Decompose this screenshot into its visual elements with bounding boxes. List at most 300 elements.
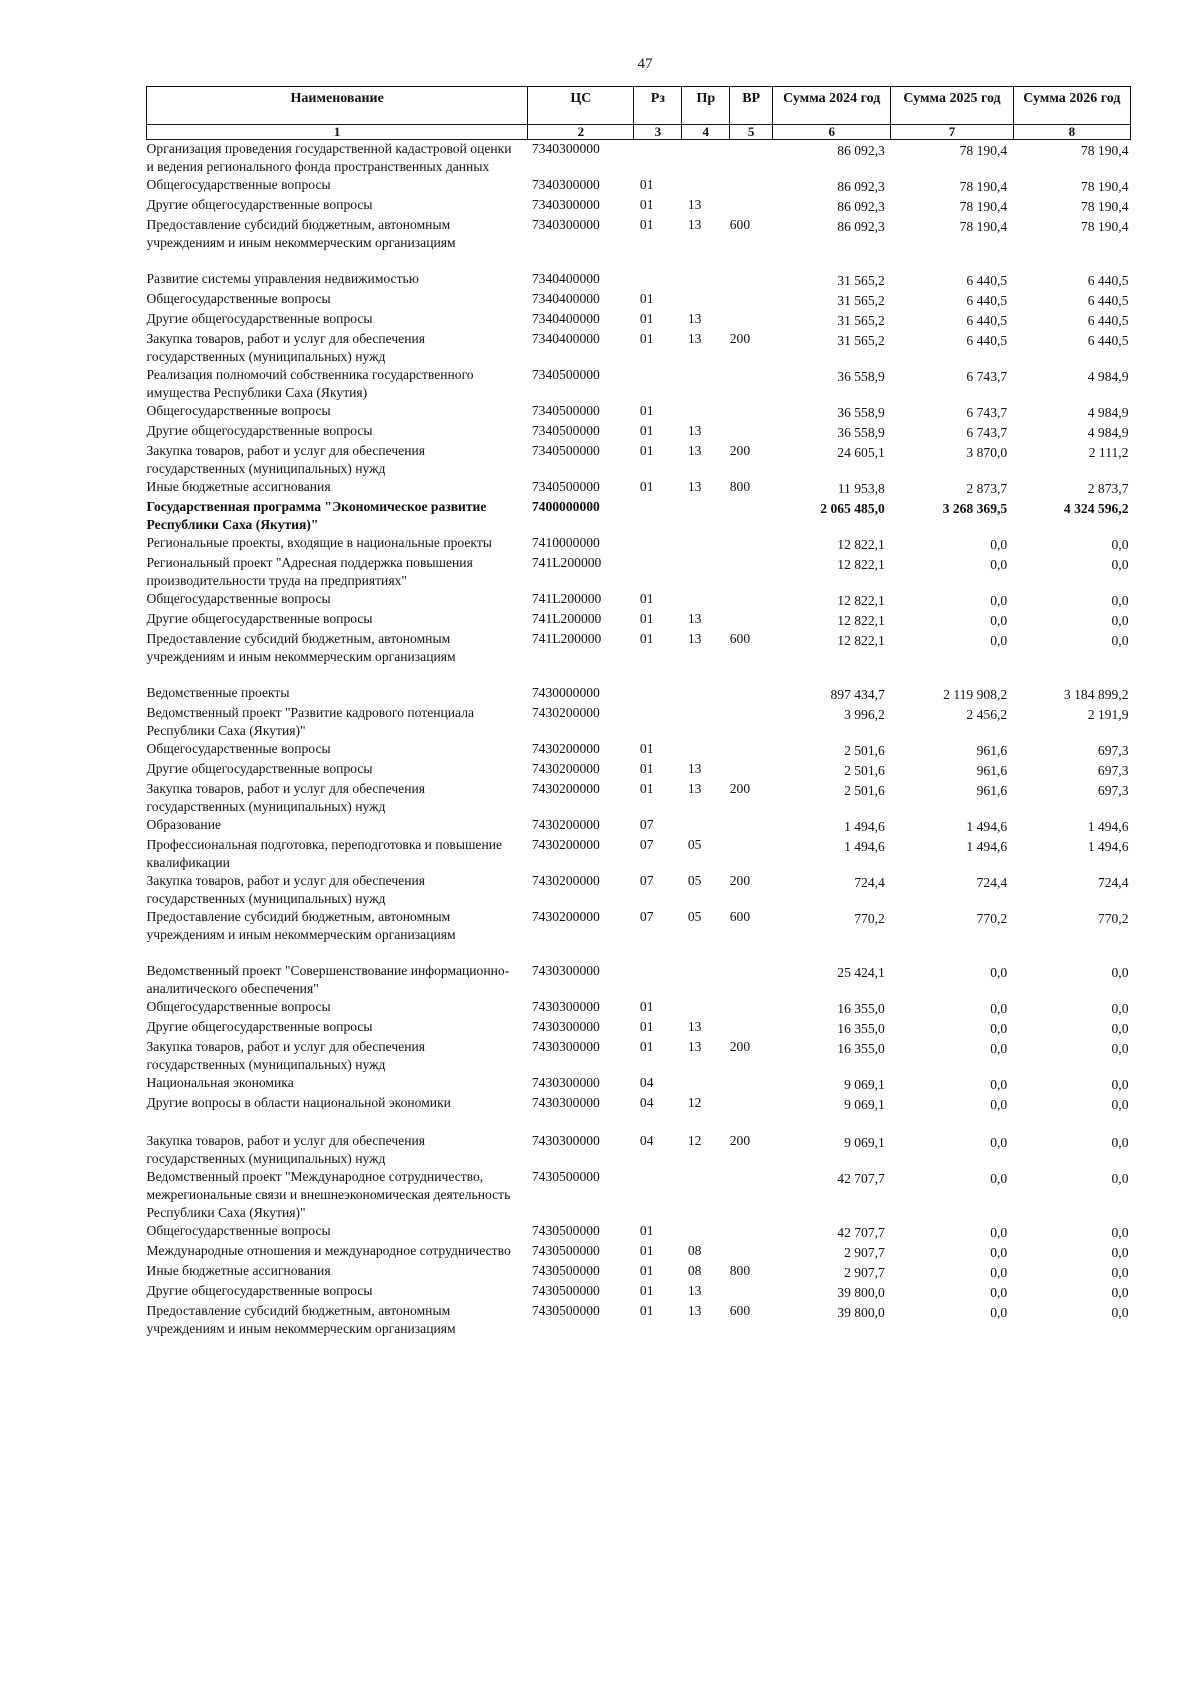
row-pr: 13 [687,197,702,212]
row-rz: 01 [639,1263,654,1278]
row-name: Другие общегосударственные вопросы [146,611,373,626]
row-name: Закупка товаров, работ и услуг для обеспечения государственных (муниципальных) нужд [146,781,425,814]
row-vr [730,816,773,836]
row-pr [682,684,730,704]
row-pr [682,534,730,554]
row-name: Другие общегосударственные вопросы [146,311,373,326]
row-cs: 741L200000 [531,555,602,570]
row-rz: 04 [639,1095,654,1110]
row-sum-2026: 4 984,9 [1087,425,1129,440]
row-name: Предоставление субсидий бюджетным, автономным учреждениям и иным некоммерческим организациям [146,631,456,664]
row-cs: 7410000000 [531,535,600,550]
row-pr: 13 [687,781,702,796]
row-cs: 7340500000 [531,443,600,458]
row-pr: 13 [687,479,702,494]
row-sum-2026: 0,0 [1111,1021,1129,1036]
row-name: Ведомственный проект "Международное сотрудничество, межрегиональные связи и внешнеэкономическая деятельность Республики Саха (Якутия)" [146,1169,511,1220]
row-vr [730,554,773,590]
row-pr: 13 [687,1283,702,1298]
row-name: Общегосударственные вопросы [146,591,331,606]
row-rz [634,962,682,998]
row-pr: 13 [687,443,702,458]
header-vr: ВР [730,87,773,125]
row-rz: 01 [639,1223,654,1238]
table-row [147,196,1131,216]
row-vr: 600 [729,631,751,646]
row-sum-2025: 0,0 [990,633,1008,648]
row-pr [682,290,730,310]
row-sum-2025: 0,0 [990,1305,1008,1320]
row-sum-2025: 3 268 369,5 [942,501,1008,516]
column-number: 7 [891,125,1013,140]
table-row [147,630,1131,684]
row-pr: 13 [687,1303,702,1318]
row-pr [682,590,730,610]
table-row [147,816,1131,836]
table-row [147,590,1131,610]
row-sum-2024: 86 092,3 [837,179,885,194]
row-sum-2024: 16 355,0 [837,1021,885,1036]
row-sum-2025: 6 440,5 [966,273,1008,288]
row-sum-2024: 1 494,6 [844,839,885,854]
column-number-row [147,125,1131,140]
row-vr [730,610,773,630]
table-row [147,1132,1131,1168]
budget-table [146,86,1131,1338]
table-row [147,1302,1131,1338]
row-sum-2025: 6 440,5 [966,313,1008,328]
row-sum-2025: 6 440,5 [966,333,1008,348]
row-cs: 7340300000 [531,141,600,156]
row-sum-2024: 86 092,3 [837,199,885,214]
row-rz: 01 [639,311,654,326]
row-name: Предоставление субсидий бюджетным, автономным учреждениям и иным некоммерческим организациям [146,909,456,942]
row-rz: 01 [639,1019,654,1034]
row-vr [730,684,773,704]
row-rz: 01 [639,443,654,458]
row-sum-2026: 6 440,5 [1087,333,1129,348]
row-vr [730,140,773,177]
row-vr: 200 [729,331,751,346]
row-sum-2024: 12 822,1 [837,537,885,552]
row-sum-2024: 12 822,1 [837,557,885,572]
row-cs: 7340300000 [531,217,600,232]
row-pr: 08 [687,1263,702,1278]
row-sum-2025: 0,0 [990,1021,1008,1036]
row-sum-2025: 0,0 [990,1245,1008,1260]
row-cs: 7430300000 [531,1075,600,1090]
row-cs: 7430200000 [531,873,600,888]
row-sum-2026: 6 440,5 [1087,273,1129,288]
row-sum-2026: 770,2 [1097,911,1129,926]
row-vr: 200 [729,1039,751,1054]
row-sum-2024: 31 565,2 [837,273,885,288]
row-name: Общегосударственные вопросы [146,403,331,418]
row-pr: 13 [687,423,702,438]
row-vr: 200 [729,873,751,888]
row-sum-2025: 0,0 [990,537,1008,552]
row-sum-2026: 1 494,6 [1087,819,1129,834]
row-sum-2025: 0,0 [990,557,1008,572]
row-cs: 7340500000 [531,479,600,494]
header-sum-2026: Сумма 2026 год [1013,87,1130,125]
row-name: Предоставление субсидий бюджетным, автономным учреждениям и иным некоммерческим организациям [146,217,456,250]
row-sum-2026: 697,3 [1097,743,1129,758]
row-name: Общегосударственные вопросы [146,741,331,756]
row-sum-2025: 6 743,7 [966,369,1008,384]
row-vr [730,740,773,760]
table-row [147,554,1131,590]
table-row [147,760,1131,780]
row-pr: 13 [687,311,702,326]
row-pr: 05 [687,873,702,888]
row-sum-2025: 0,0 [990,613,1008,628]
row-rz: 01 [639,591,654,606]
row-sum-2024: 2 501,6 [844,783,885,798]
row-rz [634,534,682,554]
row-name: Общегосударственные вопросы [146,177,331,192]
row-rz: 07 [639,817,654,832]
row-pr: 13 [687,631,702,646]
row-vr [730,836,773,872]
row-sum-2025: 770,2 [976,911,1008,926]
row-rz: 01 [639,611,654,626]
row-rz: 01 [639,1243,654,1258]
row-name: Закупка товаров, работ и услуг для обеспечения государственных (муниципальных) нужд [146,873,425,906]
table-row [147,908,1131,962]
table-row [147,610,1131,630]
row-rz [634,270,682,290]
table-row [147,402,1131,422]
row-sum-2025: 78 190,4 [959,179,1008,194]
row-name: Ведомственные проекты [146,685,290,700]
row-sum-2024: 897 434,7 [830,687,885,702]
row-rz [634,498,682,534]
row-sum-2026: 0,0 [1111,1171,1129,1186]
row-vr [730,366,773,402]
row-cs: 7340500000 [531,423,600,438]
row-sum-2024: 2 907,7 [844,1265,885,1280]
row-vr [730,176,773,196]
row-vr [730,310,773,330]
row-rz: 01 [639,631,654,646]
row-sum-2024: 3 996,2 [844,707,885,722]
row-vr [730,1168,773,1222]
table-row [147,872,1131,908]
table-row [147,1074,1131,1094]
row-sum-2024: 770,2 [854,911,885,926]
header-sum-2025: Сумма 2025 год [891,87,1013,125]
row-cs: 7430200000 [531,781,600,796]
row-name: Ведомственный проект "Совершенствование информационно-аналитического обеспечения" [146,963,510,996]
row-sum-2025: 0,0 [990,1077,1008,1092]
row-sum-2025: 0,0 [990,965,1008,980]
row-sum-2026: 0,0 [1111,1135,1129,1150]
row-pr: 12 [687,1133,702,1148]
row-sum-2025: 724,4 [976,875,1008,890]
row-sum-2025: 6 743,7 [966,425,1008,440]
row-sum-2024: 24 605,1 [837,445,885,460]
header-cs: ЦС [528,87,634,125]
row-rz: 04 [639,1133,654,1148]
row-rz: 01 [639,403,654,418]
row-rz [634,554,682,590]
row-cs: 7340400000 [531,271,600,286]
row-pr [682,270,730,290]
row-name: Другие вопросы в области национальной экономики [146,1095,451,1110]
row-sum-2024: 31 565,2 [837,293,885,308]
row-pr [682,140,730,177]
row-sum-2026: 78 190,4 [1080,219,1129,234]
row-vr [730,1018,773,1038]
row-sum-2026: 2 111,2 [1088,445,1129,460]
row-sum-2025: 2 119 908,2 [943,687,1008,702]
table-row [147,176,1131,196]
row-sum-2024: 16 355,0 [837,1001,885,1016]
row-name: Другие общегосударственные вопросы [146,197,373,212]
row-cs: 7430200000 [531,837,600,852]
row-sum-2026: 0,0 [1111,633,1129,648]
row-sum-2026: 6 440,5 [1087,313,1129,328]
row-name: Другие общегосударственные вопросы [146,1019,373,1034]
row-sum-2026: 0,0 [1111,1077,1129,1092]
row-name: Закупка товаров, работ и услуг для обеспечения государственных (муниципальных) нужд [146,1039,425,1072]
row-name: Другие общегосударственные вопросы [146,761,373,776]
row-sum-2024: 86 092,3 [837,143,885,158]
row-sum-2025: 961,6 [976,743,1008,758]
row-rz: 01 [639,331,654,346]
row-name: Закупка товаров, работ и услуг для обеспечения государственных (муниципальных) нужд [146,443,425,476]
row-name: Региональные проекты, входящие в национальные проекты [146,535,492,550]
row-vr [730,1282,773,1302]
row-pr [682,366,730,402]
row-sum-2026: 2 191,9 [1087,707,1129,722]
row-sum-2026: 0,0 [1111,613,1129,628]
row-rz [634,704,682,740]
row-vr: 600 [729,1303,751,1318]
row-sum-2024: 31 565,2 [837,333,885,348]
header-pr: Пр [682,87,730,125]
header-sum-2024: Сумма 2024 год [773,87,891,125]
row-sum-2025: 0,0 [990,1225,1008,1240]
row-rz [634,366,682,402]
table-row [147,290,1131,310]
row-pr [682,554,730,590]
row-pr [682,176,730,196]
row-cs: 7430200000 [531,741,600,756]
column-number: 8 [1013,125,1130,140]
row-cs: 7430300000 [531,1019,600,1034]
row-sum-2025: 0,0 [990,1041,1008,1056]
row-sum-2025: 3 870,0 [966,445,1008,460]
row-sum-2026: 4 984,9 [1087,405,1129,420]
row-cs: 741L200000 [531,591,602,606]
row-cs: 7400000000 [531,499,600,514]
row-sum-2026: 2 873,7 [1087,481,1129,496]
row-cs: 7430200000 [531,705,600,720]
row-pr [682,1074,730,1094]
row-sum-2026: 724,4 [1097,875,1129,890]
row-vr [730,760,773,780]
row-sum-2024: 39 800,0 [837,1285,885,1300]
table-row [147,330,1131,366]
row-cs: 7340400000 [531,311,600,326]
column-number: 1 [147,125,528,140]
row-sum-2026: 6 440,5 [1087,293,1129,308]
row-sum-2025: 0,0 [990,1171,1008,1186]
row-name: Национальная экономика [146,1075,294,1090]
row-vr: 200 [729,1133,751,1148]
row-vr [730,1222,773,1242]
row-rz: 01 [639,999,654,1014]
table-row [147,366,1131,402]
row-cs: 7340400000 [531,291,600,306]
row-name: Профессиональная подготовка, переподготовка и повышение квалификации [146,837,503,870]
table-row [147,498,1131,534]
row-rz: 01 [639,1303,654,1318]
row-name: Другие общегосударственные вопросы [146,1283,373,1298]
row-name: Образование [146,817,222,832]
row-vr: 200 [729,781,751,796]
row-cs: 7430200000 [531,761,600,776]
row-sum-2024: 12 822,1 [837,613,885,628]
row-sum-2026: 0,0 [1111,1225,1129,1240]
row-sum-2025: 78 190,4 [959,199,1008,214]
table-row [147,684,1131,704]
row-vr [730,402,773,422]
row-sum-2024: 9 069,1 [844,1135,885,1150]
column-number: 6 [773,125,891,140]
row-cs: 7430500000 [531,1283,600,1298]
row-sum-2026: 0,0 [1111,1265,1129,1280]
row-rz: 04 [639,1075,654,1090]
row-vr [730,1074,773,1094]
table-row [147,442,1131,478]
row-vr [730,534,773,554]
row-sum-2024: 2 501,6 [844,763,885,778]
row-sum-2026: 0,0 [1111,1097,1129,1112]
table-row [147,1262,1131,1282]
row-sum-2026: 1 494,6 [1087,839,1129,854]
row-vr [730,962,773,998]
row-vr [730,422,773,442]
row-vr: 600 [729,909,751,924]
row-sum-2024: 724,4 [854,875,885,890]
row-cs: 7430500000 [531,1169,600,1184]
row-sum-2025: 0,0 [990,1265,1008,1280]
row-sum-2025: 1 494,6 [966,839,1008,854]
row-sum-2026: 4 984,9 [1087,369,1129,384]
row-vr: 600 [729,217,751,232]
row-rz: 01 [639,217,654,232]
row-sum-2024: 16 355,0 [837,1041,885,1056]
row-sum-2024: 12 822,1 [837,633,885,648]
row-sum-2024: 2 907,7 [844,1245,885,1260]
row-sum-2026: 697,3 [1097,783,1129,798]
table-row [147,216,1131,270]
row-sum-2024: 12 822,1 [837,593,885,608]
row-name: Ведомственный проект "Развитие кадрового потенциала Республики Саха (Якутия)" [146,705,475,738]
row-cs: 7430300000 [531,1095,600,1110]
page-number: 47 [637,56,653,72]
row-rz: 01 [639,423,654,438]
row-sum-2025: 0,0 [990,1285,1008,1300]
row-sum-2026: 78 190,4 [1080,143,1129,158]
row-cs: 7430500000 [531,1223,600,1238]
row-cs: 7340500000 [531,403,600,418]
row-rz: 01 [639,761,654,776]
row-cs: 7430000000 [531,685,600,700]
row-sum-2024: 36 558,9 [837,425,885,440]
row-sum-2026: 697,3 [1097,763,1129,778]
row-sum-2024: 42 707,7 [837,1171,885,1186]
row-name: Организация проведения государственной кадастровой оценки и ведения регионального фонда пространственных данных [146,141,512,174]
row-pr: 08 [687,1243,702,1258]
row-name: Предоставление субсидий бюджетным, автономным учреждениям и иным некоммерческим организациям [146,1303,456,1336]
row-rz: 01 [639,177,654,192]
row-vr [730,998,773,1018]
row-sum-2024: 86 092,3 [837,219,885,234]
table-row [147,1282,1131,1302]
row-vr: 800 [729,479,751,494]
row-pr: 13 [687,217,702,232]
row-sum-2024: 9 069,1 [844,1077,885,1092]
row-sum-2026: 0,0 [1111,593,1129,608]
row-sum-2026: 0,0 [1111,557,1129,572]
row-sum-2025: 0,0 [990,1135,1008,1150]
column-number: 3 [634,125,682,140]
row-vr: 200 [729,443,751,458]
table-row [147,704,1131,740]
row-name: Общегосударственные вопросы [146,999,331,1014]
table-row [147,998,1131,1018]
row-rz: 01 [639,197,654,212]
table-row [147,1094,1131,1132]
row-pr: 13 [687,331,702,346]
row-pr [682,402,730,422]
row-vr [730,1094,773,1132]
row-pr [682,998,730,1018]
row-pr: 13 [687,1039,702,1054]
row-sum-2025: 2 456,2 [966,707,1008,722]
row-pr [682,816,730,836]
row-sum-2026: 78 190,4 [1080,179,1129,194]
row-cs: 7430200000 [531,817,600,832]
row-sum-2024: 39 800,0 [837,1305,885,1320]
row-name: Развитие системы управления недвижимостью [146,271,419,286]
row-sum-2025: 78 190,4 [959,219,1008,234]
row-sum-2026: 3 184 899,2 [1063,687,1129,702]
row-rz: 07 [639,909,654,924]
table-row [147,740,1131,760]
row-name: Другие общегосударственные вопросы [146,423,373,438]
row-pr: 13 [687,761,702,776]
row-sum-2026: 0,0 [1111,1305,1129,1320]
table-row [147,534,1131,554]
row-pr [682,1168,730,1222]
row-pr [682,704,730,740]
row-cs: 7430500000 [531,1243,600,1258]
row-sum-2024: 9 069,1 [844,1097,885,1112]
row-vr [730,704,773,740]
row-name: Иные бюджетные ассигнования [146,1263,331,1278]
row-cs: 7340300000 [531,197,600,212]
row-rz: 01 [639,479,654,494]
header-rz: Рз [634,87,682,125]
row-rz: 01 [639,291,654,306]
row-name: Закупка товаров, работ и услуг для обеспечения государственных (муниципальных) нужд [146,331,425,364]
row-name: Закупка товаров, работ и услуг для обеспечения государственных (муниципальных) нужд [146,1133,425,1166]
